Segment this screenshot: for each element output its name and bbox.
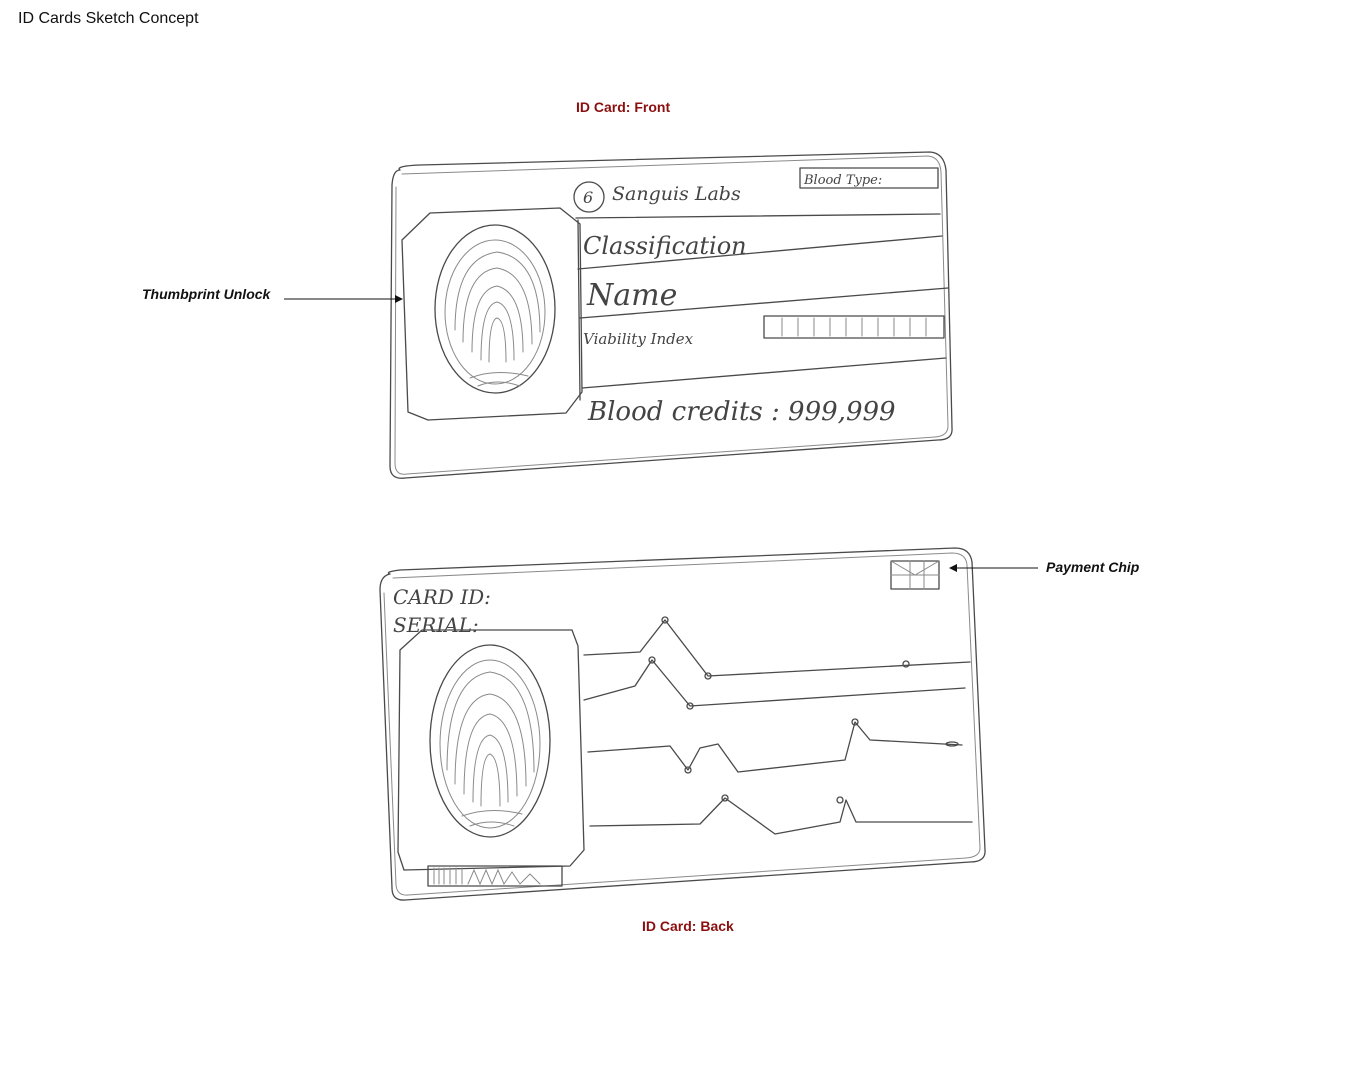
back-fingerprint-icon <box>430 645 550 837</box>
name-label: Name <box>587 278 678 313</box>
viability-index-bar <box>764 316 944 338</box>
page-title: ID Cards Sketch Concept <box>18 10 199 27</box>
blood-type-label: Blood Type: <box>804 173 883 188</box>
data-trace-lines <box>584 617 972 834</box>
payment-chip-annotation: Payment Chip <box>1046 559 1140 575</box>
front-card <box>390 152 952 478</box>
brand-name: Sanguis Labs <box>612 183 741 205</box>
brand-mark: 6 <box>583 188 594 207</box>
card-id-label: CARD ID: <box>393 585 491 609</box>
serial-label: SERIAL: <box>393 613 479 637</box>
front-card-caption: ID Card: Front <box>576 99 671 115</box>
classification-label: Classification <box>583 232 747 260</box>
blood-credits-label: Blood credits : 999,999 <box>588 397 896 427</box>
thumbprint-unlock-annotation: Thumbprint Unlock <box>142 286 271 302</box>
back-card <box>380 548 985 900</box>
back-card-caption: ID Card: Back <box>642 918 734 934</box>
back-thumbprint-frame <box>398 630 584 870</box>
payment-chip-icon <box>891 561 939 589</box>
viability-label: Viability Index <box>583 330 694 348</box>
front-fingerprint-icon <box>435 225 555 393</box>
